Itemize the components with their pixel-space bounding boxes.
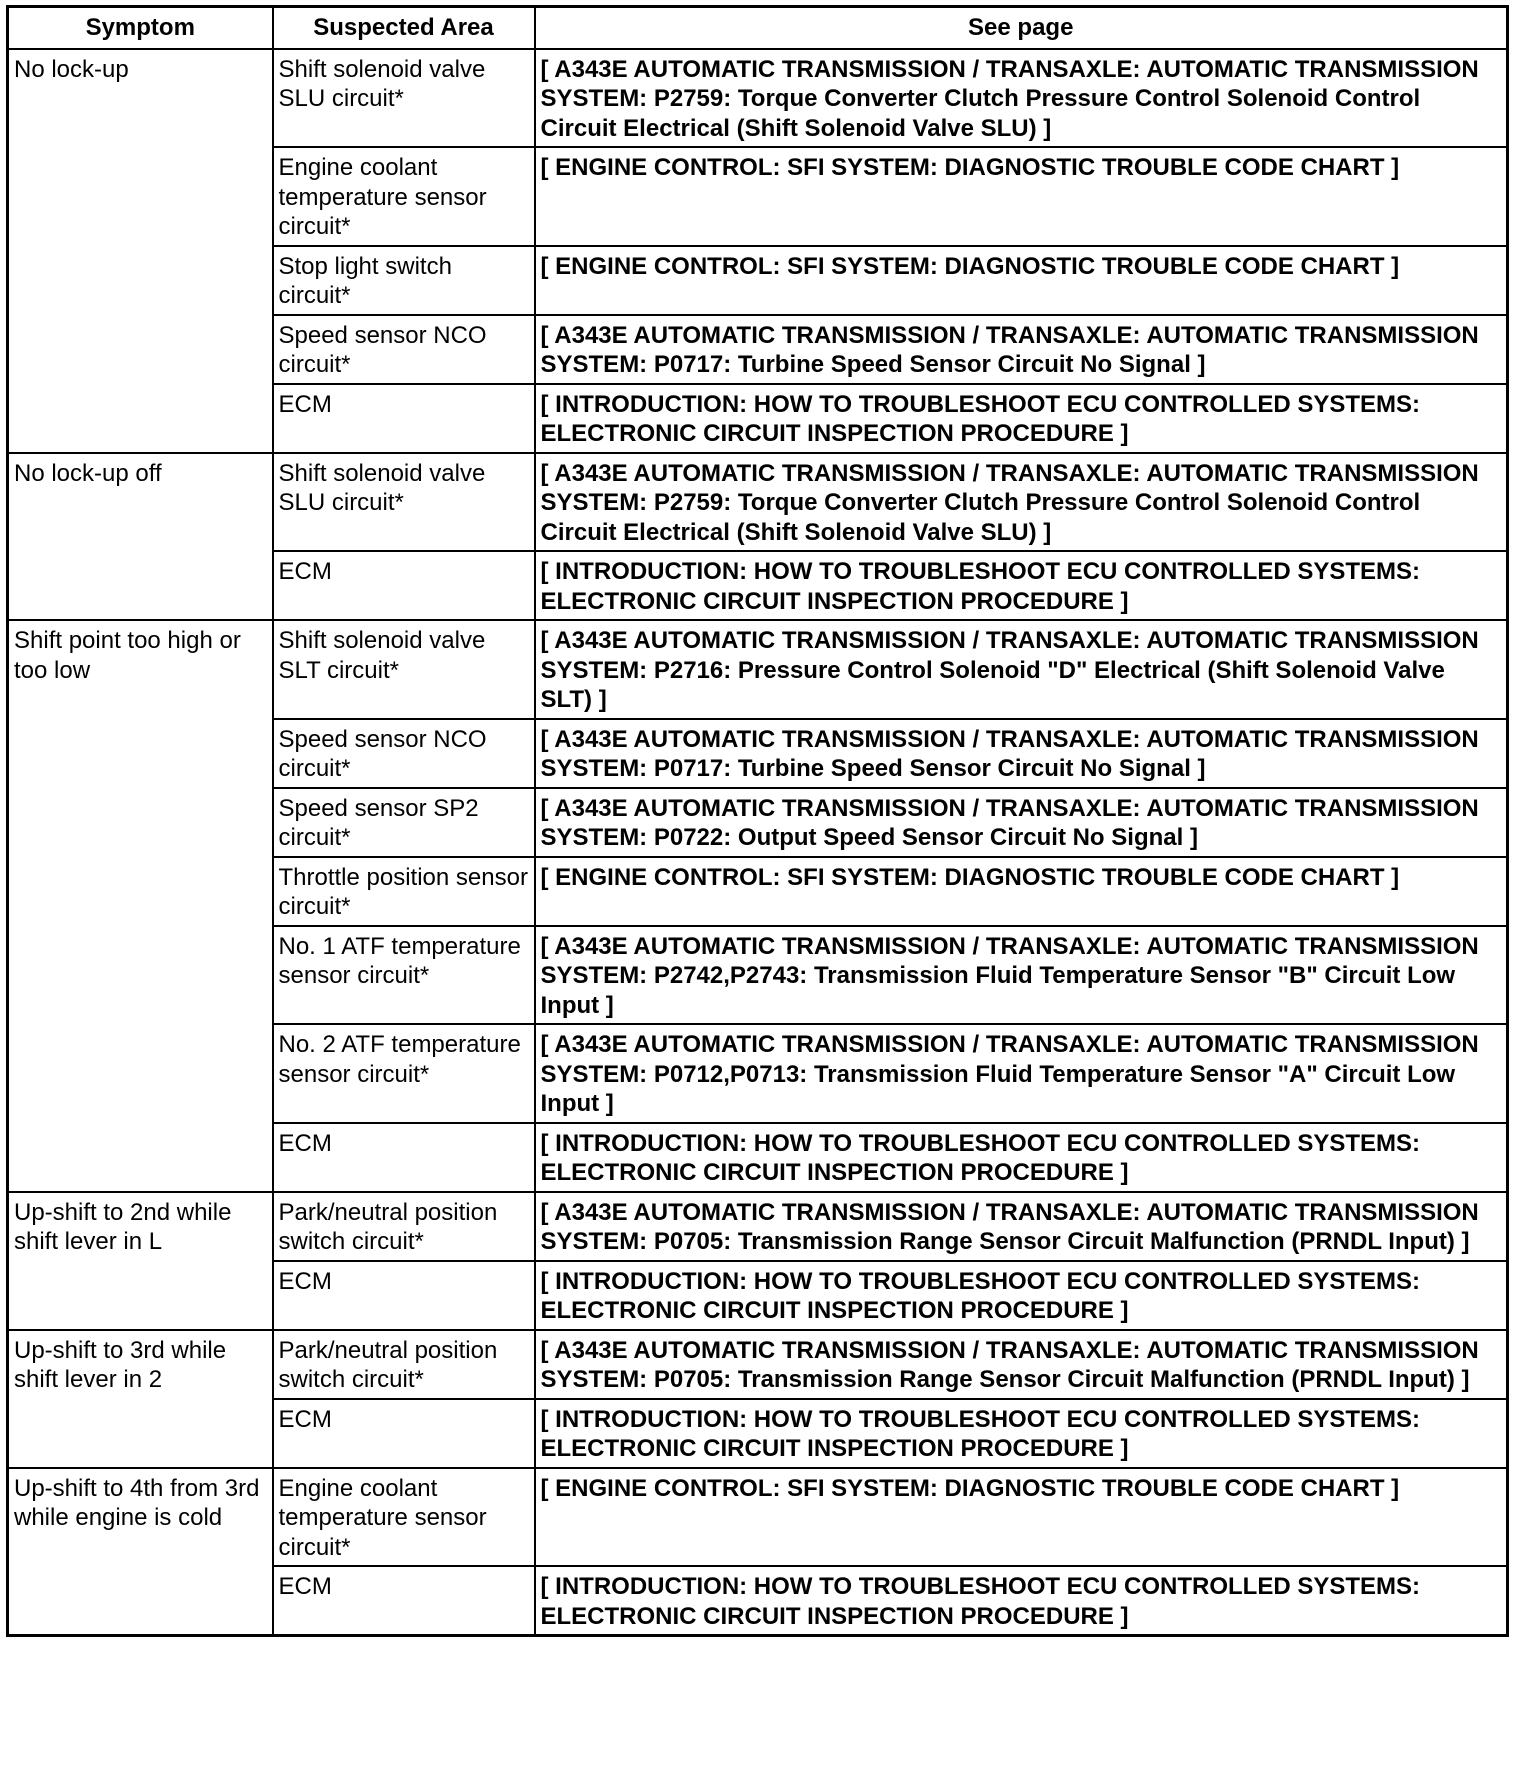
- symptom-cell: No lock-up: [8, 49, 273, 453]
- suspected-area-cell: Park/neutral position switch circuit*: [273, 1330, 535, 1399]
- suspected-area-cell: Shift solenoid valve SLU circuit*: [273, 453, 535, 552]
- suspected-area-cell: Speed sensor SP2 circuit*: [273, 788, 535, 857]
- see-page-cell: [ INTRODUCTION: HOW TO TROUBLESHOOT ECU CONTROLLED SYSTEMS: ELECTRONIC CIRCUIT INSPECTION PROCEDURE ]: [535, 1261, 1508, 1330]
- see-page-cell: [ INTRODUCTION: HOW TO TROUBLESHOOT ECU CONTROLLED SYSTEMS: ELECTRONIC CIRCUIT INSPECTION PROCEDURE ]: [535, 1399, 1508, 1468]
- suspected-area-cell: ECM: [273, 384, 535, 453]
- suspected-area-cell: Engine coolant temperature sensor circuit*: [273, 1468, 535, 1567]
- suspected-area-cell: Engine coolant temperature sensor circuit*: [273, 147, 535, 246]
- header-suspected-area: Suspected Area: [273, 7, 535, 49]
- see-page-cell: [ A343E AUTOMATIC TRANSMISSION / TRANSAXLE: AUTOMATIC TRANSMISSION SYSTEM: P2759: Torque Converter Clutch Pressure Control Solenoid Control Circuit Electrical (Shift Solenoid Valve SLU) ]: [535, 453, 1508, 552]
- header-row: [8, 7, 1508, 49]
- symptom-cell: Up-shift to 4th from 3rd while engine is cold: [8, 1468, 273, 1636]
- table-body: [8, 49, 1508, 1636]
- see-page-cell: [ A343E AUTOMATIC TRANSMISSION / TRANSAXLE: AUTOMATIC TRANSMISSION SYSTEM: P2716: Pressure Control Solenoid "D" Electrical (Shift Solenoid Valve SLT) ]: [535, 620, 1508, 719]
- suspected-area-cell: ECM: [273, 1566, 535, 1636]
- see-page-cell: [ A343E AUTOMATIC TRANSMISSION / TRANSAXLE: AUTOMATIC TRANSMISSION SYSTEM: P2759: Torque Converter Clutch Pressure Control Solenoid Control Circuit Electrical (Shift Solenoid Valve SLU) ]: [535, 49, 1508, 148]
- suspected-area-cell: Stop light switch circuit*: [273, 246, 535, 315]
- see-page-cell: [ A343E AUTOMATIC TRANSMISSION / TRANSAXLE: AUTOMATIC TRANSMISSION SYSTEM: P0705: Transmission Range Sensor Circuit Malfunction (PRNDL Input) ]: [535, 1330, 1508, 1399]
- suspected-area-cell: No. 2 ATF temperature sensor circuit*: [273, 1024, 535, 1123]
- suspected-area-cell: Speed sensor NCO circuit*: [273, 719, 535, 788]
- see-page-cell: [ A343E AUTOMATIC TRANSMISSION / TRANSAXLE: AUTOMATIC TRANSMISSION SYSTEM: P0717: Turbine Speed Sensor Circuit No Signal ]: [535, 315, 1508, 384]
- suspected-area-cell: Speed sensor NCO circuit*: [273, 315, 535, 384]
- header-symptom: Symptom: [8, 7, 273, 49]
- table-row: [8, 49, 1508, 148]
- suspected-area-cell: Shift solenoid valve SLU circuit*: [273, 49, 535, 148]
- suspected-area-cell: Throttle position sensor circuit*: [273, 857, 535, 926]
- header-see-page: See page: [535, 7, 1508, 49]
- see-page-cell: [ A343E AUTOMATIC TRANSMISSION / TRANSAXLE: AUTOMATIC TRANSMISSION SYSTEM: P0722: Output Speed Sensor Circuit No Signal ]: [535, 788, 1508, 857]
- see-page-cell: [ ENGINE CONTROL: SFI SYSTEM: DIAGNOSTIC TROUBLE CODE CHART ]: [535, 857, 1508, 926]
- symptom-cell: Up-shift to 2nd while shift lever in L: [8, 1192, 273, 1330]
- troubleshooting-table: [6, 5, 1509, 1637]
- see-page-cell: [ ENGINE CONTROL: SFI SYSTEM: DIAGNOSTIC TROUBLE CODE CHART ]: [535, 246, 1508, 315]
- see-page-cell: [ ENGINE CONTROL: SFI SYSTEM: DIAGNOSTIC TROUBLE CODE CHART ]: [535, 1468, 1508, 1567]
- table-row: [8, 1330, 1508, 1399]
- table-row: [8, 1192, 1508, 1261]
- see-page-cell: [ ENGINE CONTROL: SFI SYSTEM: DIAGNOSTIC TROUBLE CODE CHART ]: [535, 147, 1508, 246]
- see-page-cell: [ INTRODUCTION: HOW TO TROUBLESHOOT ECU CONTROLLED SYSTEMS: ELECTRONIC CIRCUIT INSPECTION PROCEDURE ]: [535, 1566, 1508, 1636]
- suspected-area-cell: No. 1 ATF temperature sensor circuit*: [273, 926, 535, 1025]
- suspected-area-cell: ECM: [273, 1123, 535, 1192]
- see-page-cell: [ A343E AUTOMATIC TRANSMISSION / TRANSAXLE: AUTOMATIC TRANSMISSION SYSTEM: P2742,P2743: Transmission Fluid Temperature Sensor "B" Circuit Low Input ]: [535, 926, 1508, 1025]
- see-page-cell: [ A343E AUTOMATIC TRANSMISSION / TRANSAXLE: AUTOMATIC TRANSMISSION SYSTEM: P0712,P0713: Transmission Fluid Temperature Sensor "A" Circuit Low Input ]: [535, 1024, 1508, 1123]
- suspected-area-cell: Shift solenoid valve SLT circuit*: [273, 620, 535, 719]
- see-page-cell: [ INTRODUCTION: HOW TO TROUBLESHOOT ECU CONTROLLED SYSTEMS: ELECTRONIC CIRCUIT INSPECTION PROCEDURE ]: [535, 384, 1508, 453]
- suspected-area-cell: ECM: [273, 1261, 535, 1330]
- suspected-area-cell: Park/neutral position switch circuit*: [273, 1192, 535, 1261]
- see-page-cell: [ A343E AUTOMATIC TRANSMISSION / TRANSAXLE: AUTOMATIC TRANSMISSION SYSTEM: P0717: Turbine Speed Sensor Circuit No Signal ]: [535, 719, 1508, 788]
- table-row: [8, 453, 1508, 552]
- symptom-cell: Shift point too high or too low: [8, 620, 273, 1192]
- suspected-area-cell: ECM: [273, 1399, 535, 1468]
- table-row: [8, 1468, 1508, 1567]
- suspected-area-cell: ECM: [273, 551, 535, 620]
- symptom-cell: Up-shift to 3rd while shift lever in 2: [8, 1330, 273, 1468]
- see-page-cell: [ INTRODUCTION: HOW TO TROUBLESHOOT ECU CONTROLLED SYSTEMS: ELECTRONIC CIRCUIT INSPECTION PROCEDURE ]: [535, 1123, 1508, 1192]
- see-page-cell: [ A343E AUTOMATIC TRANSMISSION / TRANSAXLE: AUTOMATIC TRANSMISSION SYSTEM: P0705: Transmission Range Sensor Circuit Malfunction (PRNDL Input) ]: [535, 1192, 1508, 1261]
- table-row: [8, 620, 1508, 719]
- see-page-cell: [ INTRODUCTION: HOW TO TROUBLESHOOT ECU CONTROLLED SYSTEMS: ELECTRONIC CIRCUIT INSPECTION PROCEDURE ]: [535, 551, 1508, 620]
- symptom-cell: No lock-up off: [8, 453, 273, 621]
